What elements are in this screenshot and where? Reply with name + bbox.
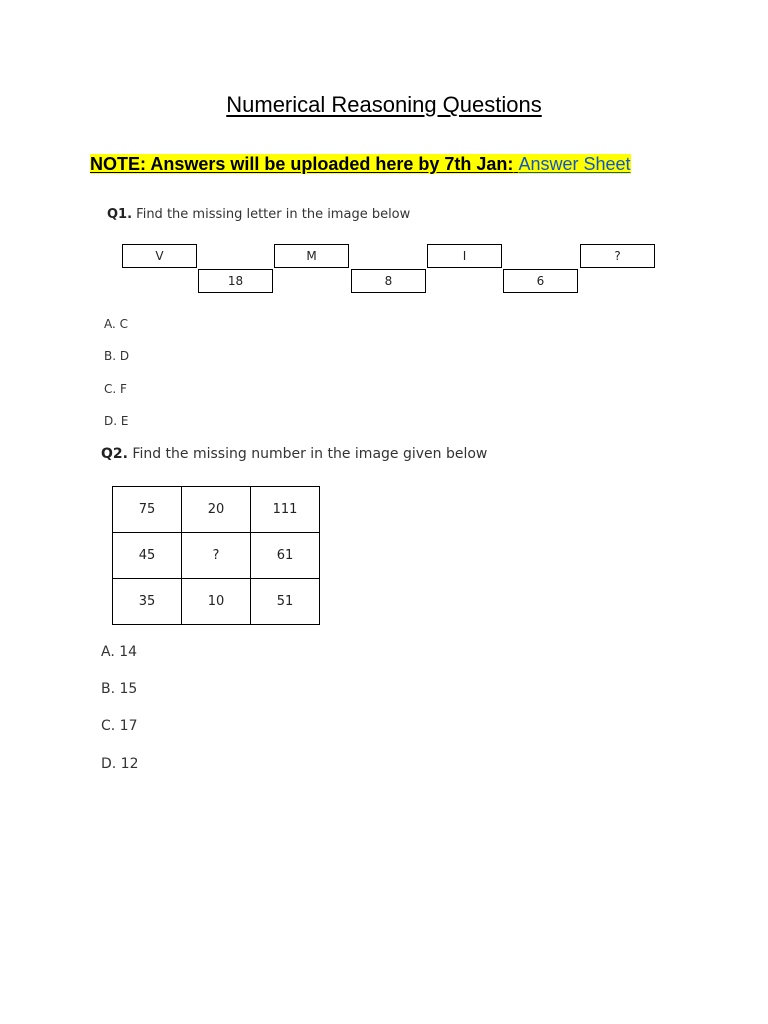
q2-option-b: B. 15	[101, 681, 138, 697]
q1-letter-box: V	[122, 244, 197, 268]
page-title: Numerical Reasoning Questions	[226, 92, 542, 117]
grid-cell: 75	[113, 487, 182, 533]
q2-option-a: A. 14	[101, 644, 138, 660]
question-1	[107, 207, 410, 222]
question-1-text: Find the missing letter in the image below	[132, 207, 411, 222]
answer-sheet-link[interactable]: Answer Sheet	[518, 154, 631, 174]
answer-note	[90, 154, 631, 175]
q1-letter-box: I	[427, 244, 502, 268]
q2-number-grid	[112, 486, 320, 625]
question-1-number: Q1.	[107, 207, 133, 222]
q1-letter-box: M	[274, 244, 349, 268]
grid-row	[113, 579, 320, 625]
q1-number-box: 18	[198, 269, 273, 293]
grid-cell: 51	[251, 579, 320, 625]
grid-row	[113, 487, 320, 533]
question-2-text: Find the missing number in the image given below	[127, 446, 488, 462]
q1-option-a: A. C	[104, 317, 129, 331]
question-2	[101, 446, 487, 462]
q2-option-c: C. 17	[101, 718, 138, 734]
grid-cell: 111	[251, 487, 320, 533]
grid-cell: 20	[182, 487, 251, 533]
q2-option-d: D. 12	[101, 756, 139, 772]
grid-cell: ?	[182, 533, 251, 579]
q1-option-b: B. D	[104, 349, 130, 363]
q1-option-c: C. F	[104, 382, 127, 396]
grid-cell: 61	[251, 533, 320, 579]
grid-row	[113, 533, 320, 579]
grid-cell: 45	[113, 533, 182, 579]
grid-cell: 10	[182, 579, 251, 625]
note-text: NOTE: Answers will be uploaded here by 7th Jan:	[90, 154, 514, 174]
grid-cell: 35	[113, 579, 182, 625]
q1-letter-box: ?	[580, 244, 655, 268]
q1-number-box: 6	[503, 269, 578, 293]
q1-number-box: 8	[351, 269, 426, 293]
q1-option-d: D. E	[104, 414, 129, 428]
question-2-number: Q2.	[101, 446, 128, 462]
